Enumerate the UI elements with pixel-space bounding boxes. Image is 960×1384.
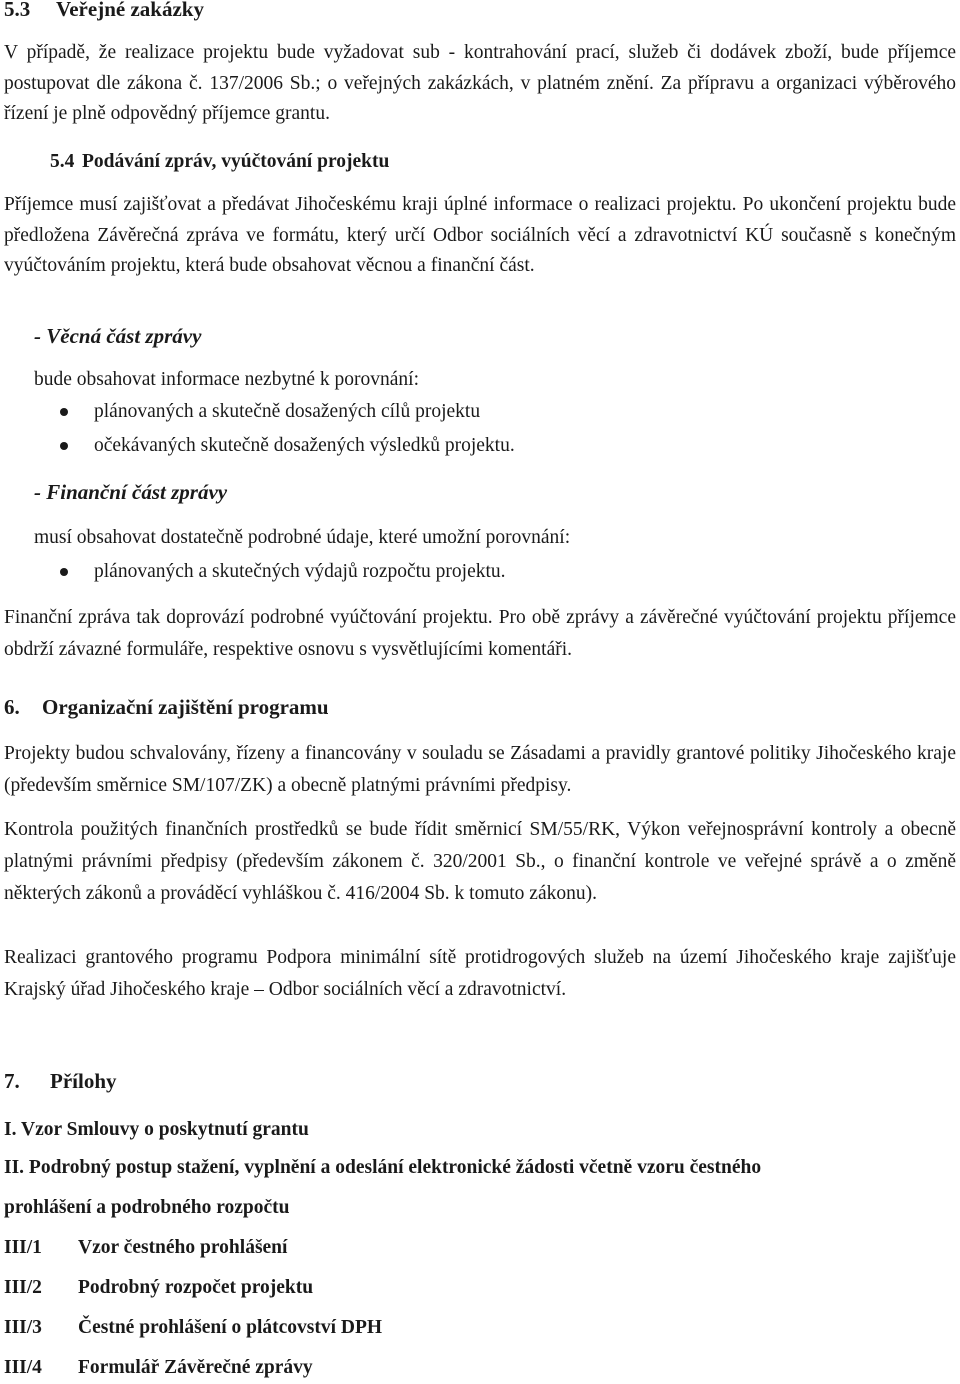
section-title: Organizační zajištění programu — [42, 695, 329, 719]
annex-label: Podrobný rozpočet projektu — [78, 1277, 314, 1298]
section-5-4-heading — [50, 148, 389, 176]
vecna-cast-intro: bude obsahovat informace nezbytné k porovnání: — [34, 369, 420, 390]
section-number: 5.3 — [4, 0, 31, 21]
list-item-text: očekávaných skutečně dosažených výsledků projektu. — [94, 435, 515, 456]
section-5-4-paragraph: Příjemce musí zajišťovat a předávat Jihočeskému kraji úplné informace o realizaci projektu. Po ukončení projektu bude předložena Závěrečná zpráva ve formátu, který určí Odbor sociálních věcí a zdravotnictví KÚ současně s konečným vyúčtováním projektu, která bude obsahovat věcnou a finanční část. — [4, 194, 956, 276]
attachment-item: I. Vzor Smlouvy o poskytnutí grantu — [4, 1119, 309, 1140]
section-5-3-paragraph: V případě, že realizace projektu bude vyžadovat sub - kontrahování prací, služeb či dodávek zboží, bude příjemce postupovat dle zákona č. 137/2006 Sb.; o veřejných zakázkách, v platném znění. Za přípravu a organizaci výběrového řízení je plně odpovědný příjemce grantu. — [4, 42, 956, 124]
section-5-4-closing-paragraph: Finanční zpráva tak doprovází podrobné vyúčtování projektu. Pro obě zprávy a závěrečné vyúčtování projektu příjemce obdrží závazné formuláře, respektive osnovu s vysvětlujícími komentáři. — [4, 607, 956, 660]
annex-label: Vzor čestného prohlášení — [78, 1237, 288, 1258]
annex-code: III/4 — [4, 1357, 42, 1378]
section-title: Veřejné zakázky — [56, 0, 204, 21]
section-6-paragraph: Realizaci grantového programu Podpora minimální sítě protidrogových služeb na území Jihočeského kraje zajišťuje Krajský úřad Jihočeského kraje – Odbor sociálních věcí a zdravotnictví. — [4, 947, 956, 1000]
section-number: 6. — [4, 695, 20, 719]
section-6-heading — [4, 692, 329, 722]
section-title: Přílohy — [50, 1069, 117, 1093]
section-number: 7. — [4, 1069, 20, 1093]
section-6-paragraph: Projekty budou schvalovány, řízeny a financovány v souladu se Zásadami a pravidly grantové politiky Jihočeského kraje (především směrnice SM/107/ZK) a obecně platnými právními předpisy. — [4, 743, 956, 796]
financni-cast-intro: musí obsahovat dostatečně podrobné údaje, které umožní porovnání: — [34, 527, 571, 548]
section-title: Podávání zpráv, vyúčtování projektu — [82, 151, 390, 172]
bullet-icon — [60, 408, 68, 416]
annex-label: Čestné prohlášení o plátcovství DPH — [78, 1317, 383, 1338]
section-7-heading — [4, 1066, 117, 1096]
attachment-item: II. Podrobný postup stažení, vyplnění a odeslání elektronické žádosti včetně vzoru čestného — [4, 1157, 762, 1178]
list-item-text: plánovaných a skutečných výdajů rozpočtu projektu. — [94, 561, 506, 582]
bullet-icon — [60, 568, 68, 576]
bullet-icon — [60, 442, 68, 450]
annex-label: Formulář Závěrečné zprávy — [78, 1357, 313, 1378]
financni-cast-heading: - Finanční část zprávy — [34, 480, 228, 504]
annex-code: III/3 — [4, 1317, 42, 1338]
section-5-3-heading — [4, 0, 204, 24]
annex-code: III/2 — [4, 1277, 42, 1298]
vecna-cast-heading: - Věcná část zprávy — [34, 324, 202, 348]
attachment-item-continuation: prohlášení a podrobného rozpočtu — [4, 1197, 290, 1218]
list-item-text: plánovaných a skutečně dosažených cílů projektu — [94, 401, 481, 422]
section-number: 5.4 — [50, 151, 75, 172]
annex-code: III/1 — [4, 1237, 42, 1258]
section-6-paragraph: Kontrola použitých finančních prostředků se bude řídit směrnicí SM/55/RK, Výkon veřejnosprávní kontroly a obecně platnými právními předpisy (především zákonem č. 320/2001 Sb., o finanční kontrole ve veřejné správě a o změně některých zákonů a prováděcí vyhláškou č. 416/2004 Sb. k tomuto zákonu). — [4, 819, 956, 904]
